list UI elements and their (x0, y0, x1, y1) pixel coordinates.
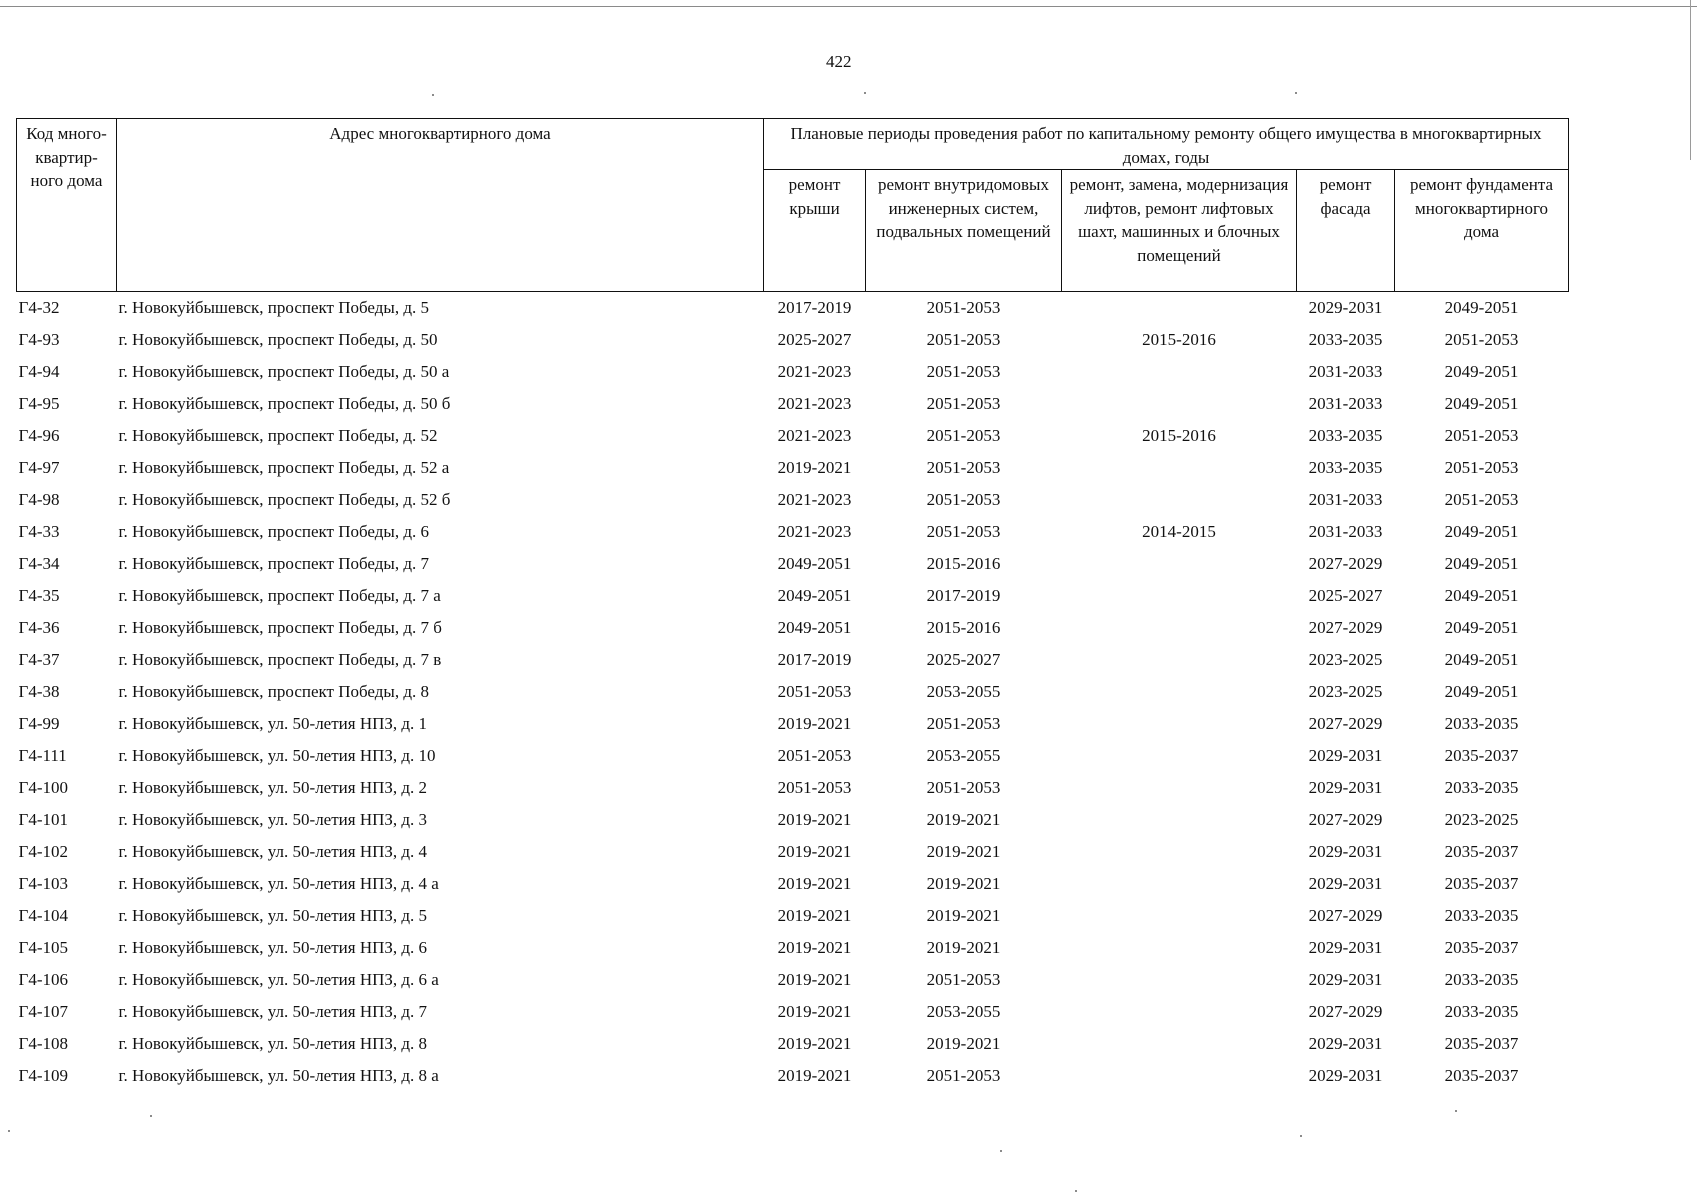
cell-facade: 2033-2035 (1308, 426, 1383, 445)
cell-address: г. Новокуйбышевск, проспект Победы, д. 7 а (118, 586, 441, 605)
cell-roof: 2021-2023 (777, 426, 852, 445)
scan-speck (1455, 1110, 1457, 1112)
table-row (17, 772, 1569, 804)
header-foundation: ремонт фундамента многоквартирного дома (1395, 170, 1569, 292)
cell-facade: 2031-2033 (1308, 362, 1383, 381)
cell-code: Г4-104 (18, 906, 68, 925)
cell-lifts: 2014-2015 (1142, 522, 1216, 541)
cell-address: г. Новокуйбышевск, проспект Победы, д. 52 (118, 426, 438, 445)
cell-systems: 2017-2019 (926, 586, 1001, 605)
cell-roof: 2021-2023 (777, 522, 852, 541)
cell-code: Г4-35 (18, 586, 60, 605)
cell-lifts (1062, 676, 1297, 708)
cell-lifts (1062, 452, 1297, 484)
cell-roof: 2019-2021 (777, 714, 852, 733)
cell-roof: 2019-2021 (777, 1034, 852, 1053)
cell-facade: 2029-2031 (1308, 970, 1383, 989)
cell-foundation: 2033-2035 (1444, 778, 1519, 797)
cell-facade: 2029-2031 (1308, 1066, 1383, 1085)
cell-systems: 2019-2021 (926, 842, 1001, 861)
cell-systems: 2019-2021 (926, 938, 1001, 957)
cell-foundation: 2049-2051 (1444, 618, 1519, 637)
cell-facade: 2027-2029 (1308, 714, 1383, 733)
cell-address: г. Новокуйбышевск, проспект Победы, д. 52 а (118, 458, 450, 477)
cell-roof: 2021-2023 (777, 394, 852, 413)
table-row (17, 996, 1569, 1028)
cell-lifts: 2015-2016 (1142, 330, 1216, 349)
cell-roof: 2019-2021 (777, 906, 852, 925)
cell-code: Г4-107 (18, 1002, 68, 1021)
cell-systems: 2019-2021 (926, 1034, 1001, 1053)
cell-roof: 2017-2019 (777, 650, 852, 669)
cell-foundation: 2035-2037 (1444, 938, 1519, 957)
cell-systems: 2015-2016 (926, 618, 1001, 637)
cell-code: Г4-108 (18, 1034, 68, 1053)
scan-border-right (1690, 0, 1691, 160)
cell-systems: 2051-2053 (926, 330, 1001, 349)
cell-lifts (1062, 356, 1297, 388)
cell-foundation: 2033-2035 (1444, 1002, 1519, 1021)
header-roof: ремонт крыши (764, 170, 866, 292)
cell-systems: 2053-2055 (926, 1002, 1001, 1021)
cell-roof: 2049-2051 (777, 618, 852, 637)
table-row (17, 932, 1569, 964)
cell-systems: 2051-2053 (926, 490, 1001, 509)
table-body (17, 292, 1569, 1093)
table-row (17, 676, 1569, 708)
header-lifts: ремонт, замена, модернизация лифтов, ремонт лифтовых шахт, машинных и блочных помещений (1062, 170, 1297, 292)
cell-code: Г4-105 (18, 938, 68, 957)
cell-foundation: 2033-2035 (1444, 906, 1519, 925)
cell-lifts (1062, 996, 1297, 1028)
cell-roof: 2049-2051 (777, 586, 852, 605)
cell-facade: 2029-2031 (1308, 746, 1383, 765)
cell-roof: 2019-2021 (777, 842, 852, 861)
cell-systems: 2025-2027 (926, 650, 1001, 669)
header-facade: ремонт фасада (1297, 170, 1395, 292)
cell-lifts (1062, 1060, 1297, 1092)
cell-foundation: 2049-2051 (1444, 682, 1519, 701)
cell-code: Г4-109 (18, 1066, 68, 1085)
cell-code: Г4-36 (18, 618, 60, 637)
cell-systems: 2051-2053 (926, 298, 1001, 317)
cell-address: г. Новокуйбышевск, ул. 50-летия НПЗ, д. 2 (118, 778, 428, 797)
cell-address: г. Новокуйбышевск, проспект Победы, д. 7 в (118, 650, 442, 669)
cell-lifts (1062, 964, 1297, 996)
table-row (17, 708, 1569, 740)
cell-roof: 2051-2053 (777, 682, 852, 701)
cell-facade: 2031-2033 (1308, 394, 1383, 413)
table-row (17, 484, 1569, 516)
table-row (17, 836, 1569, 868)
cell-code: Г4-95 (18, 394, 60, 413)
cell-lifts (1062, 580, 1297, 612)
cell-address: г. Новокуйбышевск, проспект Победы, д. 7 (118, 554, 429, 573)
cell-foundation: 2049-2051 (1444, 522, 1519, 541)
cell-facade: 2031-2033 (1308, 522, 1383, 541)
cell-lifts (1062, 836, 1297, 868)
cell-lifts (1062, 868, 1297, 900)
cell-foundation: 2035-2037 (1444, 842, 1519, 861)
cell-foundation: 2049-2051 (1444, 394, 1519, 413)
scan-speck (864, 92, 866, 94)
table-row (17, 292, 1569, 325)
cell-address: г. Новокуйбышевск, проспект Победы, д. 50 а (118, 362, 450, 381)
cell-code: Г4-32 (18, 298, 60, 317)
cell-code: Г4-38 (18, 682, 60, 701)
cell-lifts (1062, 484, 1297, 516)
cell-foundation: 2023-2025 (1444, 810, 1519, 829)
cell-foundation: 2035-2037 (1444, 746, 1519, 765)
table-row (17, 612, 1569, 644)
cell-foundation: 2051-2053 (1444, 458, 1519, 477)
cell-foundation: 2035-2037 (1444, 1034, 1519, 1053)
cell-code: Г4-34 (18, 554, 60, 573)
cell-foundation: 2049-2051 (1444, 362, 1519, 381)
cell-foundation: 2033-2035 (1444, 970, 1519, 989)
table-row (17, 580, 1569, 612)
cell-facade: 2031-2033 (1308, 490, 1383, 509)
page-number: 422 (826, 52, 852, 71)
cell-facade: 2023-2025 (1308, 650, 1383, 669)
cell-roof: 2049-2051 (777, 554, 852, 573)
table-row (17, 452, 1569, 484)
cell-roof: 2019-2021 (777, 1002, 852, 1021)
cell-code: Г4-33 (18, 522, 60, 541)
cell-facade: 2027-2029 (1308, 554, 1383, 573)
cell-foundation: 2035-2037 (1444, 1066, 1519, 1085)
cell-facade: 2027-2029 (1308, 810, 1383, 829)
cell-foundation: 2049-2051 (1444, 298, 1519, 317)
cell-facade: 2027-2029 (1308, 1002, 1383, 1021)
cell-roof: 2019-2021 (777, 458, 852, 477)
cell-address: г. Новокуйбышевск, ул. 50-летия НПЗ, д. 7 (118, 1002, 428, 1021)
header-systems: ремонт внутридомовых инженерных систем, подвальных помещений (866, 170, 1062, 292)
cell-code: Г4-106 (18, 970, 68, 989)
cell-systems: 2053-2055 (926, 682, 1001, 701)
cell-facade: 2029-2031 (1308, 1034, 1383, 1053)
cell-address: г. Новокуйбышевск, ул. 50-летия НПЗ, д. 6 а (118, 970, 439, 989)
cell-foundation: 2049-2051 (1444, 554, 1519, 573)
table-row (17, 324, 1569, 356)
cell-roof: 2019-2021 (777, 938, 852, 957)
cell-address: г. Новокуйбышевск, ул. 50-летия НПЗ, д. 5 (118, 906, 428, 925)
cell-foundation: 2049-2051 (1444, 586, 1519, 605)
cell-address: г. Новокуйбышевск, ул. 50-летия НПЗ, д. 1 (118, 714, 428, 733)
cell-foundation: 2049-2051 (1444, 650, 1519, 669)
cell-address: г. Новокуйбышевск, ул. 50-летия НПЗ, д. 10 (118, 746, 436, 765)
cell-facade: 2027-2029 (1308, 906, 1383, 925)
scan-speck (8, 1130, 10, 1132)
cell-code: Г4-98 (18, 490, 60, 509)
cell-code: Г4-93 (18, 330, 60, 349)
cell-systems: 2019-2021 (926, 874, 1001, 893)
cell-facade: 2027-2029 (1308, 618, 1383, 637)
table-row (17, 804, 1569, 836)
cell-roof: 2019-2021 (777, 970, 852, 989)
cell-lifts (1062, 932, 1297, 964)
cell-lifts (1062, 804, 1297, 836)
cell-foundation: 2051-2053 (1444, 426, 1519, 445)
cell-code: Г4-111 (18, 746, 67, 765)
cell-lifts: 2015-2016 (1142, 426, 1216, 445)
cell-roof: 2051-2053 (777, 746, 852, 765)
cell-facade: 2023-2025 (1308, 682, 1383, 701)
cell-systems: 2051-2053 (926, 394, 1001, 413)
cell-address: г. Новокуйбышевск, проспект Победы, д. 50 (118, 330, 438, 349)
cell-code: Г4-37 (18, 650, 60, 669)
cell-code: Г4-103 (18, 874, 68, 893)
scan-speck (1000, 1150, 1002, 1152)
cell-systems: 2019-2021 (926, 810, 1001, 829)
scan-speck (1295, 92, 1297, 94)
header-periods-group: Плановые периоды проведения работ по капитальному ремонту общего имущества в многоквартирных домах, годы (764, 119, 1569, 170)
cell-address: г. Новокуйбышевск, ул. 50-летия НПЗ, д. 4 а (118, 874, 439, 893)
cell-code: Г4-94 (18, 362, 60, 381)
cell-address: г. Новокуйбышевск, проспект Победы, д. 50 б (118, 394, 451, 413)
cell-systems: 2053-2055 (926, 746, 1001, 765)
cell-code: Г4-102 (18, 842, 68, 861)
table-row (17, 516, 1569, 548)
cell-roof: 2019-2021 (777, 810, 852, 829)
cell-systems: 2051-2053 (926, 522, 1001, 541)
cell-facade: 2025-2027 (1308, 586, 1383, 605)
cell-address: г. Новокуйбышевск, ул. 50-летия НПЗ, д. 8 а (118, 1066, 439, 1085)
cell-code: Г4-97 (18, 458, 60, 477)
capital-repair-table (16, 118, 1569, 1092)
cell-systems: 2051-2053 (926, 362, 1001, 381)
cell-lifts (1062, 1028, 1297, 1060)
cell-lifts (1062, 612, 1297, 644)
cell-lifts (1062, 740, 1297, 772)
table-row (17, 868, 1569, 900)
table-row (17, 356, 1569, 388)
cell-code: Г4-96 (18, 426, 60, 445)
cell-foundation: 2051-2053 (1444, 330, 1519, 349)
cell-systems: 2051-2053 (926, 426, 1001, 445)
cell-roof: 2021-2023 (777, 490, 852, 509)
cell-lifts (1062, 548, 1297, 580)
cell-systems: 2019-2021 (926, 906, 1001, 925)
cell-address: г. Новокуйбышевск, проспект Победы, д. 7 б (118, 618, 442, 637)
cell-foundation: 2033-2035 (1444, 714, 1519, 733)
cell-address: г. Новокуйбышевск, проспект Победы, д. 8 (118, 682, 429, 701)
scan-speck (150, 1115, 152, 1117)
cell-roof: 2021-2023 (777, 362, 852, 381)
cell-lifts (1062, 644, 1297, 676)
table-row (17, 548, 1569, 580)
cell-lifts (1062, 388, 1297, 420)
cell-foundation: 2035-2037 (1444, 874, 1519, 893)
cell-facade: 2029-2031 (1308, 842, 1383, 861)
table-row (17, 964, 1569, 996)
table-row (17, 644, 1569, 676)
table-row (17, 1028, 1569, 1060)
cell-lifts (1062, 772, 1297, 804)
table-row (17, 388, 1569, 420)
cell-roof: 2019-2021 (777, 874, 852, 893)
cell-address: г. Новокуйбышевск, ул. 50-летия НПЗ, д. 4 (118, 842, 428, 861)
cell-roof: 2019-2021 (777, 1066, 852, 1085)
cell-foundation: 2051-2053 (1444, 490, 1519, 509)
cell-lifts (1062, 292, 1297, 325)
table-row (17, 420, 1569, 452)
cell-facade: 2029-2031 (1308, 938, 1383, 957)
scan-speck (432, 94, 434, 96)
scan-speck (1075, 1190, 1077, 1192)
cell-lifts (1062, 708, 1297, 740)
cell-facade: 2029-2031 (1308, 778, 1383, 797)
cell-address: г. Новокуйбышевск, проспект Победы, д. 5 (118, 298, 429, 317)
table-row (17, 740, 1569, 772)
table-row (17, 1060, 1569, 1092)
cell-code: Г4-99 (18, 714, 60, 733)
cell-facade: 2029-2031 (1308, 874, 1383, 893)
cell-address: г. Новокуйбышевск, проспект Победы, д. 52 б (118, 490, 451, 509)
table-row (17, 900, 1569, 932)
cell-facade: 2033-2035 (1308, 330, 1383, 349)
cell-lifts (1062, 900, 1297, 932)
cell-systems: 2051-2053 (926, 778, 1001, 797)
cell-code: Г4-101 (18, 810, 68, 829)
header-code: Код много-квартир-ного дома (17, 119, 117, 292)
scan-border-top (0, 6, 1697, 7)
cell-systems: 2051-2053 (926, 970, 1001, 989)
cell-facade: 2033-2035 (1308, 458, 1383, 477)
cell-address: г. Новокуйбышевск, ул. 50-летия НПЗ, д. 3 (118, 810, 428, 829)
cell-code: Г4-100 (18, 778, 68, 797)
cell-roof: 2051-2053 (777, 778, 852, 797)
cell-roof: 2017-2019 (777, 298, 852, 317)
cell-systems: 2051-2053 (926, 1066, 1001, 1085)
cell-systems: 2051-2053 (926, 714, 1001, 733)
cell-facade: 2029-2031 (1308, 298, 1383, 317)
scan-speck (1300, 1135, 1302, 1137)
cell-systems: 2015-2016 (926, 554, 1001, 573)
cell-roof: 2025-2027 (777, 330, 852, 349)
cell-address: г. Новокуйбышевск, ул. 50-летия НПЗ, д. 6 (118, 938, 428, 957)
header-address: Адрес многоквартирного дома (117, 119, 764, 292)
cell-systems: 2051-2053 (926, 458, 1001, 477)
cell-address: г. Новокуйбышевск, проспект Победы, д. 6 (118, 522, 429, 541)
cell-address: г. Новокуйбышевск, ул. 50-летия НПЗ, д. 8 (118, 1034, 428, 1053)
